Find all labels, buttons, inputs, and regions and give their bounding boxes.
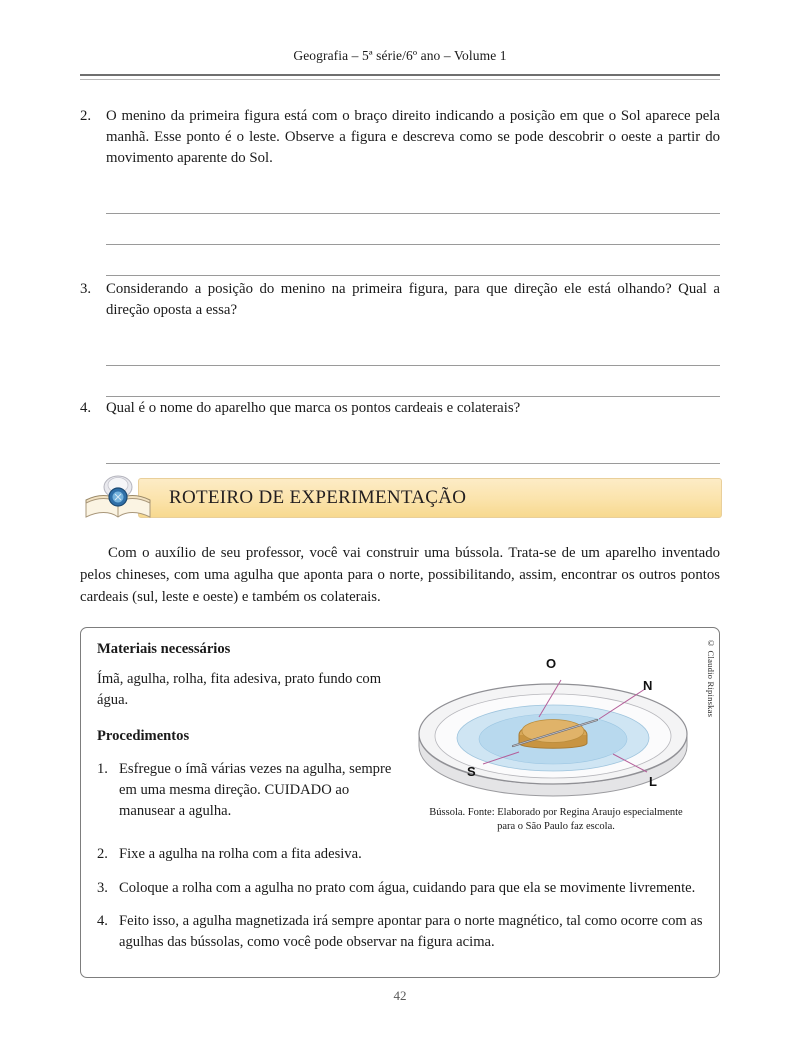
image-credit: © Claudio Ripinskas xyxy=(706,638,716,718)
label-south: S xyxy=(467,764,476,779)
step-text: Coloque a rolha com a agulha no prato com água, cuidando para que ela se movimente livremente. xyxy=(119,879,696,896)
question-block-3 xyxy=(80,279,720,397)
answer-line[interactable] xyxy=(106,335,720,366)
step-text: Esfregue o ímã várias vezes na agulha, sempre em uma mesma direção. CUIDADO ao manusear a agulha. xyxy=(119,761,392,819)
list-item xyxy=(97,759,397,821)
question-number: 2. xyxy=(80,108,92,124)
question-block-2 xyxy=(80,106,720,276)
figure-caption: Bússola. Fonte: Elaborado por Regina Araujo especialmente para o São Paulo faz escola. xyxy=(429,807,683,832)
question-number: 3. xyxy=(80,281,92,297)
materials-text: Ímã, agulha, rolha, fita adesiva, prato fundo com água. xyxy=(97,671,382,708)
step-number: 4. xyxy=(97,913,108,930)
step-number: 3. xyxy=(97,879,108,896)
answer-lines[interactable] xyxy=(106,183,720,276)
answer-lines[interactable] xyxy=(106,335,720,397)
step-text: Feito isso, a agulha magnetizada irá sempre apontar para o norte magnético, tal como ocorre com as agulhas das bússolas, como você pode observar na figura acima. xyxy=(119,913,703,951)
running-header: Geografia – 5ª série/6º ano – Volume 1 xyxy=(293,48,507,63)
question-text: Qual é o nome do aparelho que marca os pontos cardeais e colaterais? xyxy=(106,400,521,416)
answer-lines[interactable] xyxy=(106,433,720,464)
label-west: O xyxy=(546,656,557,671)
question-text: Considerando a posição do menino na primeira figura, para que direção ele está olhando? Qual a direção oposta a essa? xyxy=(106,281,720,318)
label-north: N xyxy=(643,678,653,693)
open-book-icon xyxy=(80,470,152,526)
page-number: 42 xyxy=(393,988,407,1003)
list-item xyxy=(97,911,705,952)
intro-paragraph: Com o auxílio de seu professor, você vai construir uma bússola. Trata-se de um aparelho inventado pelos chineses, com uma agulha que aponta para o norte, possibilitando, assim, encontrar os outros pontos cardeais (sul, leste e oeste) e também os colaterais. xyxy=(80,545,720,606)
answer-line[interactable] xyxy=(106,366,720,397)
answer-line[interactable] xyxy=(106,214,720,245)
step-text: Fixe a agulha na rolha com a fita adesiva. xyxy=(119,846,362,862)
list-item xyxy=(97,878,705,899)
experiment-left-column xyxy=(97,641,397,835)
experiment-box xyxy=(80,627,720,978)
procedure-steps-wide xyxy=(97,844,705,966)
procedures-heading: Procedimentos xyxy=(97,728,190,745)
procedure-steps-short xyxy=(97,759,397,821)
header-rule xyxy=(80,74,720,80)
question-block-4 xyxy=(80,398,720,464)
section-title: ROTEIRO DE EXPERIMENTAÇÃO xyxy=(169,487,467,508)
question-row xyxy=(80,279,720,321)
materials-heading: Materiais necessários xyxy=(97,641,231,657)
label-east: L xyxy=(649,774,657,789)
question-row xyxy=(80,398,720,419)
answer-line[interactable] xyxy=(106,245,720,276)
section-banner-bar xyxy=(138,478,722,518)
answer-line[interactable] xyxy=(106,433,720,464)
question-text: O menino da primeira figura está com o braço direito indicando a posição em que o Sol aparece pela manhã. Esse ponto é o leste. Observe a figura e descreva como se pode descobrir o oeste a partir do movimento aparente do Sol. xyxy=(106,108,720,166)
question-number: 4. xyxy=(80,400,92,416)
section-banner xyxy=(80,478,720,524)
step-number: 1. xyxy=(97,761,108,778)
step-number: 2. xyxy=(97,846,108,862)
compass-figure xyxy=(401,642,709,832)
list-item xyxy=(97,844,705,865)
question-row xyxy=(80,106,720,169)
answer-line[interactable] xyxy=(106,183,720,214)
